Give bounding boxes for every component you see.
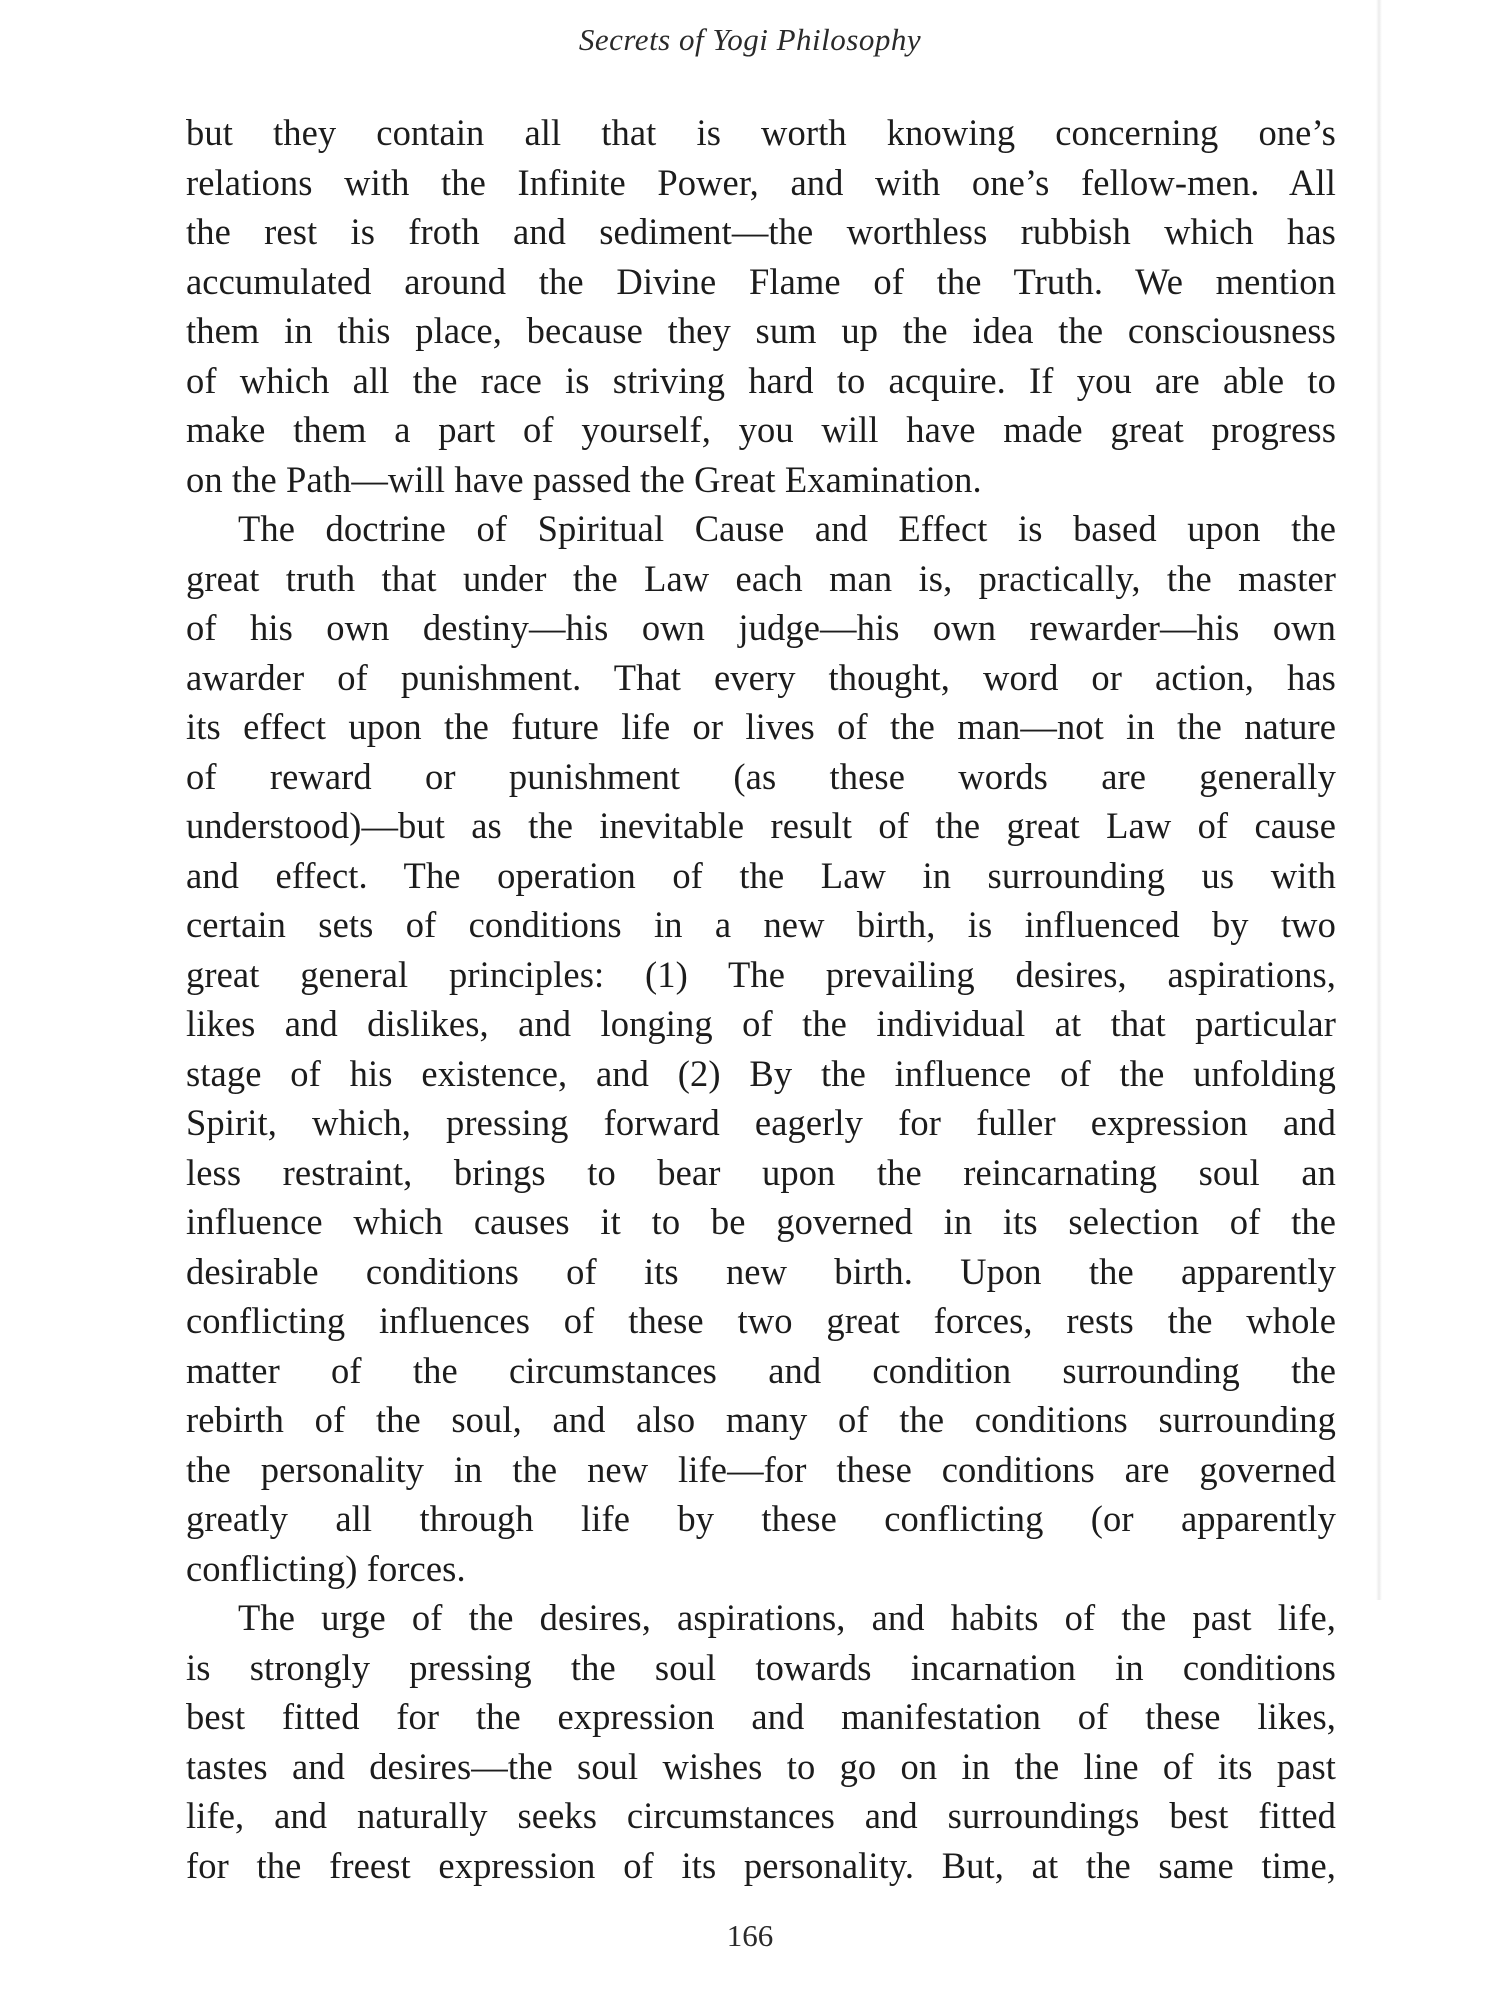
- text-line: awarder of punishment. That every thought, word or action, has: [186, 656, 1336, 698]
- text-line: greatly all through life by these conflicting (or apparently: [186, 1498, 1336, 1539]
- text-line: is strongly pressing the soul towards incarnation in conditions: [186, 1646, 1336, 1688]
- text-line: desirable conditions of its new birth. Upon the apparently: [186, 1250, 1336, 1292]
- text-line: of reward or punishment (as these words are generally: [186, 755, 1336, 797]
- text-line: The doctrine of Spiritual Cause and Effect is based upon the: [238, 508, 1336, 549]
- page-number: 166: [726, 1918, 774, 1953]
- text-line: rebirth of the soul, and also many of the conditions surrounding: [186, 1399, 1336, 1440]
- text-line: on the Path—will have passed the Great Examination.: [186, 458, 982, 500]
- page-gutter-shadow: [1376, 0, 1382, 1600]
- text-line: but they contain all that is worth knowing concerning one’s: [186, 112, 1336, 153]
- text-line: stage of his existence, and (2) By the influence of the unfolding: [186, 1052, 1336, 1094]
- text-line: for the freest expression of its personality. But, at the same time,: [186, 1844, 1336, 1886]
- text-line: certain sets of conditions in a new birth, is influenced by two: [186, 904, 1336, 945]
- text-line: understood)—but as the inevitable result of the great Law of cause: [186, 805, 1336, 846]
- text-line: influence which causes it to be governed in its selection of the: [186, 1201, 1336, 1242]
- text-line: life, and naturally seeks circumstances and surroundings best fitted: [186, 1795, 1336, 1836]
- text-line: Spirit, which, pressing forward eagerly for fuller expression and: [186, 1102, 1336, 1143]
- text-line: make them a part of yourself, you will have made great progress: [186, 409, 1336, 450]
- paragraph: [186, 108, 1336, 504]
- text-line: them in this place, because they sum up the idea the consciousness: [186, 310, 1336, 351]
- text-line: great general principles: (1) The prevailing desires, aspirations,: [186, 953, 1336, 995]
- text-line: tastes and desires—the soul wishes to go on in the line of its past: [186, 1745, 1336, 1787]
- text-line: conflicting) forces.: [186, 1547, 466, 1589]
- text-line: accumulated around the Divine Flame of the Truth. We mention: [186, 260, 1336, 302]
- text-line: best fitted for the expression and manifestation of these likes,: [186, 1696, 1336, 1737]
- text-line: of which all the race is striving hard to acquire. If you are able to: [186, 359, 1336, 401]
- text-line: conflicting influences of these two great forces, rests the whole: [186, 1300, 1336, 1341]
- text-line: relations with the Infinite Power, and with one’s fellow-men. All: [186, 161, 1336, 203]
- running-head: Secrets of Yogi Philosophy: [578, 22, 922, 57]
- text-line: and effect. The operation of the Law in surrounding us with: [186, 854, 1336, 896]
- paragraph: [186, 1593, 1336, 1890]
- text-line: less restraint, brings to bear upon the reincarnating soul an: [186, 1151, 1336, 1193]
- text-line: the rest is froth and sediment—the worthless rubbish which has: [186, 211, 1336, 252]
- text-line: The urge of the desires, aspirations, and habits of the past life,: [238, 1597, 1336, 1638]
- body-text: [186, 108, 1336, 1890]
- text-line: matter of the circumstances and condition surrounding the: [186, 1349, 1336, 1391]
- text-line: the personality in the new life—for these conditions are governed: [186, 1448, 1336, 1490]
- paragraph: [186, 504, 1336, 1593]
- text-line: its effect upon the future life or lives of the man—not in the nature: [186, 706, 1336, 747]
- text-line: great truth that under the Law each man is, practically, the master: [186, 557, 1336, 599]
- text-line: likes and dislikes, and longing of the individual at that particular: [186, 1003, 1336, 1044]
- text-line: of his own destiny—his own judge—his own rewarder—his own: [186, 607, 1336, 648]
